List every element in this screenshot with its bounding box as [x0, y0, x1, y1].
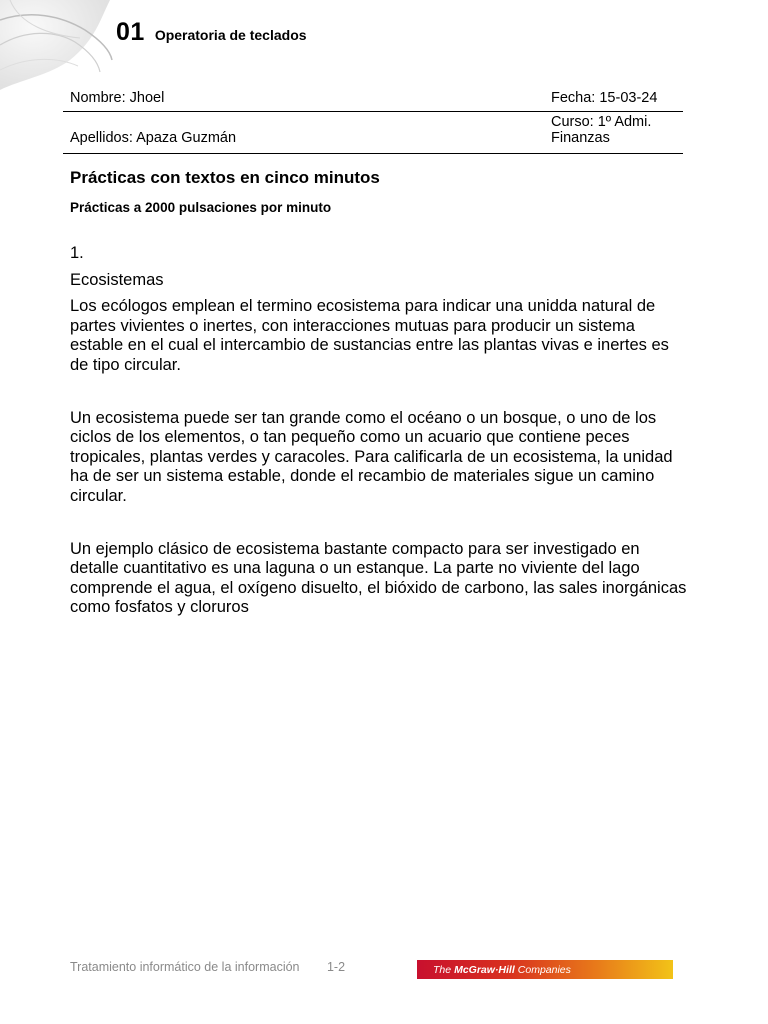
- paragraph-2: Un ecosistema puede ser tan grande como el océano o un bosque, o uno de los ciclos de los elementos, o tan pequeño como un acuario que contiene peces tropicales, plantas verdes y caracoles. Para calificarla de un ecosistema, la unidad ha de ser un sistema estable, donde el recambio de materiales sigue un camino circular.: [70, 408, 673, 505]
- brand-prefix: The: [433, 963, 452, 976]
- nombre-field: Nombre: Jhoel: [70, 90, 165, 106]
- info-row-surname: [63, 112, 683, 154]
- exercise-heading: Ecosistemas: [70, 270, 164, 289]
- curso-line-1: Curso: 1º Admi.: [551, 114, 652, 130]
- section-title: Prácticas con textos en cinco minutos: [70, 168, 380, 187]
- chapter-header: [116, 18, 307, 47]
- exercise-content: [70, 244, 690, 651]
- section-subtitle: Prácticas a 2000 pulsaciones por minuto: [70, 200, 332, 215]
- fecha-field: Fecha: 15-03-24: [551, 90, 658, 106]
- brand-name: McGraw·Hill: [454, 963, 515, 976]
- apellidos-field: Apellidos: Apaza Guzmán: [70, 130, 237, 146]
- student-info-table: [63, 84, 683, 154]
- info-row-name: [63, 84, 683, 112]
- paragraph-3: Un ejemplo clásico de ecosistema bastante compacto para ser investigado en detalle cuantitativo es una laguna o un estanque. La parte no viviente del lago comprende el agua, el oxígeno disuelto, el bióxido de carbono, las sales inorgánicas como fosfatos y cloruros: [70, 539, 687, 617]
- publisher-logo-bar: [417, 960, 673, 979]
- exercise-number: 1.: [70, 244, 84, 262]
- brand-suffix: Companies: [517, 963, 571, 976]
- curso-line-2: Finanzas: [551, 130, 610, 146]
- page-footer: [70, 960, 345, 974]
- curso-field: [551, 114, 651, 153]
- footer-page-number: 1-2: [326, 960, 346, 974]
- chapter-number: 01: [116, 18, 145, 46]
- chapter-title: Operatoria de teclados: [154, 27, 307, 43]
- footer-book-title: Tratamiento informático de la información: [70, 960, 300, 974]
- paragraph-1: Los ecólogos emplean el termino ecosistema para indicar una unidda natural de partes vivientes o inertes, con interacciones mutuas para producir un sistema estable en el cual el intercambio de sustancias entre las plantas vivas e inertes es de tipo circular.: [70, 297, 669, 374]
